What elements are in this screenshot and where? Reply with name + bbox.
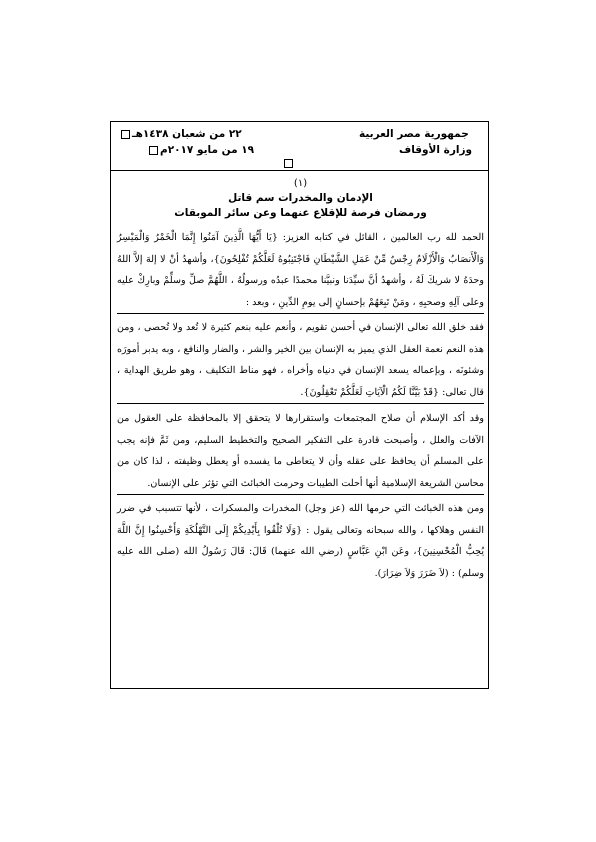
sermon-number: (١) bbox=[293, 178, 308, 189]
paragraph-opening: الحمد لله رب العالمين ، القائل في كتابه العزيز: {يَا أَيُّهَا الَّذِينَ آمَنُوا إِنَّمَا الْخَمْرُ وَالْمَيْسِرُ وَالْأَنصَابُ وَالْأَزْلَامُ رِجْسٌ مِّنْ عَمَلِ الشَّيْطَانِ فَاجْتَنِبُوهُ لَعَلَّكُمْ تُفْلِحُونَ}، وأشهدُ أنْ لا إلهَ إلاَّ اللهُ وحدَهُ لا شريكَ لَهُ ، وأشهدُ أنَّ سيِّدَنا ونبيَّنا محمدًا عبدُه ورسولُهُ ، اللَّهُمَّ صلِّ وسلِّمْ وبارِكْ عليه وعلى آلِهِ وصحبِهِ ، ومَنْ تَبِعَهُمْ بإحسانٍ إلى يومِ الدِّينِ ، وبعد : bbox=[117, 232, 484, 308]
sermon-body bbox=[117, 177, 484, 584]
checkbox-icon[interactable] bbox=[121, 130, 130, 139]
hijri-date bbox=[121, 126, 242, 142]
paragraph-body: فقد خلق الله تعالى الإنسان في أحسن تقويم ، وأنعم عليه بنعم كثيرة لا تُعد ولا تُحصى ، ومن هذه النعم نعمة العقل الذي يميز به الإنسان بين الخير والشر ، والضار والنافع ، وبه يدبر أمورَه وشئونَه ، وبإعماله يسعد الإنسان في دنياه وأخراه ، فهو مناط التكليف ، وهو طريق الهداية ، قال تعالى: {قَدْ بَيَّنَّا لَكُمُ الْآيَاتِ لَعَلَّكُمْ تَعْقِلُونَ}. bbox=[117, 322, 484, 398]
country-name: جمهورية مصر العربية bbox=[359, 128, 469, 140]
paragraph-body: وقد أكد الإسلام أن صلاح المجتمعات واستقرارها لا يتحقق إلا بالمحافظة على العقول من الآفات والعلل ، وأصبحت قادرة على التفكير الصحيح والتخطيط السليم، ومن ثَمَّ فإنه يجب على المسلم أن يحافظ على عقله وأن لا يتعاطى ما يفسده أو يعطل وظيفته ، لذا كان من محاسن الشريعة الإسلامية أنها أحلت الطيبات وحرمت الخبائث التي تؤثر على الإنسان. bbox=[117, 413, 484, 489]
ministry-name: وزارة الأوقاف bbox=[399, 144, 473, 156]
gregorian-date bbox=[149, 142, 254, 158]
paragraph-divider bbox=[117, 313, 484, 314]
page-checkbox-icon[interactable] bbox=[284, 159, 293, 168]
document-frame bbox=[110, 121, 489, 689]
checkbox-icon[interactable] bbox=[149, 146, 158, 155]
paragraph-divider bbox=[117, 494, 484, 495]
document-header bbox=[111, 122, 488, 171]
sermon-subtitle: ورمضان فرصة للإقلاع عنهما وعن سائر الموبقات bbox=[174, 207, 427, 219]
hijri-date-text: ٢٢ من شعبان ١٤٣٨هـ bbox=[132, 128, 242, 140]
gregorian-date-text: ١٩ من مايو ٢٠١٧م bbox=[160, 144, 255, 156]
paragraph-body: ومن هذه الخبائث التي حرمها الله (عز وجل) المخدرات والمسكرات ، لأنها تتسبب في ضرر النفس وهلاكها ، والله سبحانه وتعالى يقول : {وَلَا تُلْقُوا بِأَيْدِيكُمْ إِلَى التَّهْلُكَةِ وَأَحْسِنُوا إِنَّ اللَّهَ يُحِبُّ الْمُحْسِنِينَ}، وعَن ابْنِ عَبَّاسٍ (رضي الله عنهما) قَالَ: قَالَ رَسُولُ الله (صلى الله عليه وسلم) : (لاَ ضَرَرَ وَلاَ ضِرَارَ). bbox=[117, 503, 484, 579]
sermon-title: الإدمان والمخدرات سم قاتل bbox=[228, 192, 373, 204]
paragraph-divider bbox=[117, 403, 484, 404]
